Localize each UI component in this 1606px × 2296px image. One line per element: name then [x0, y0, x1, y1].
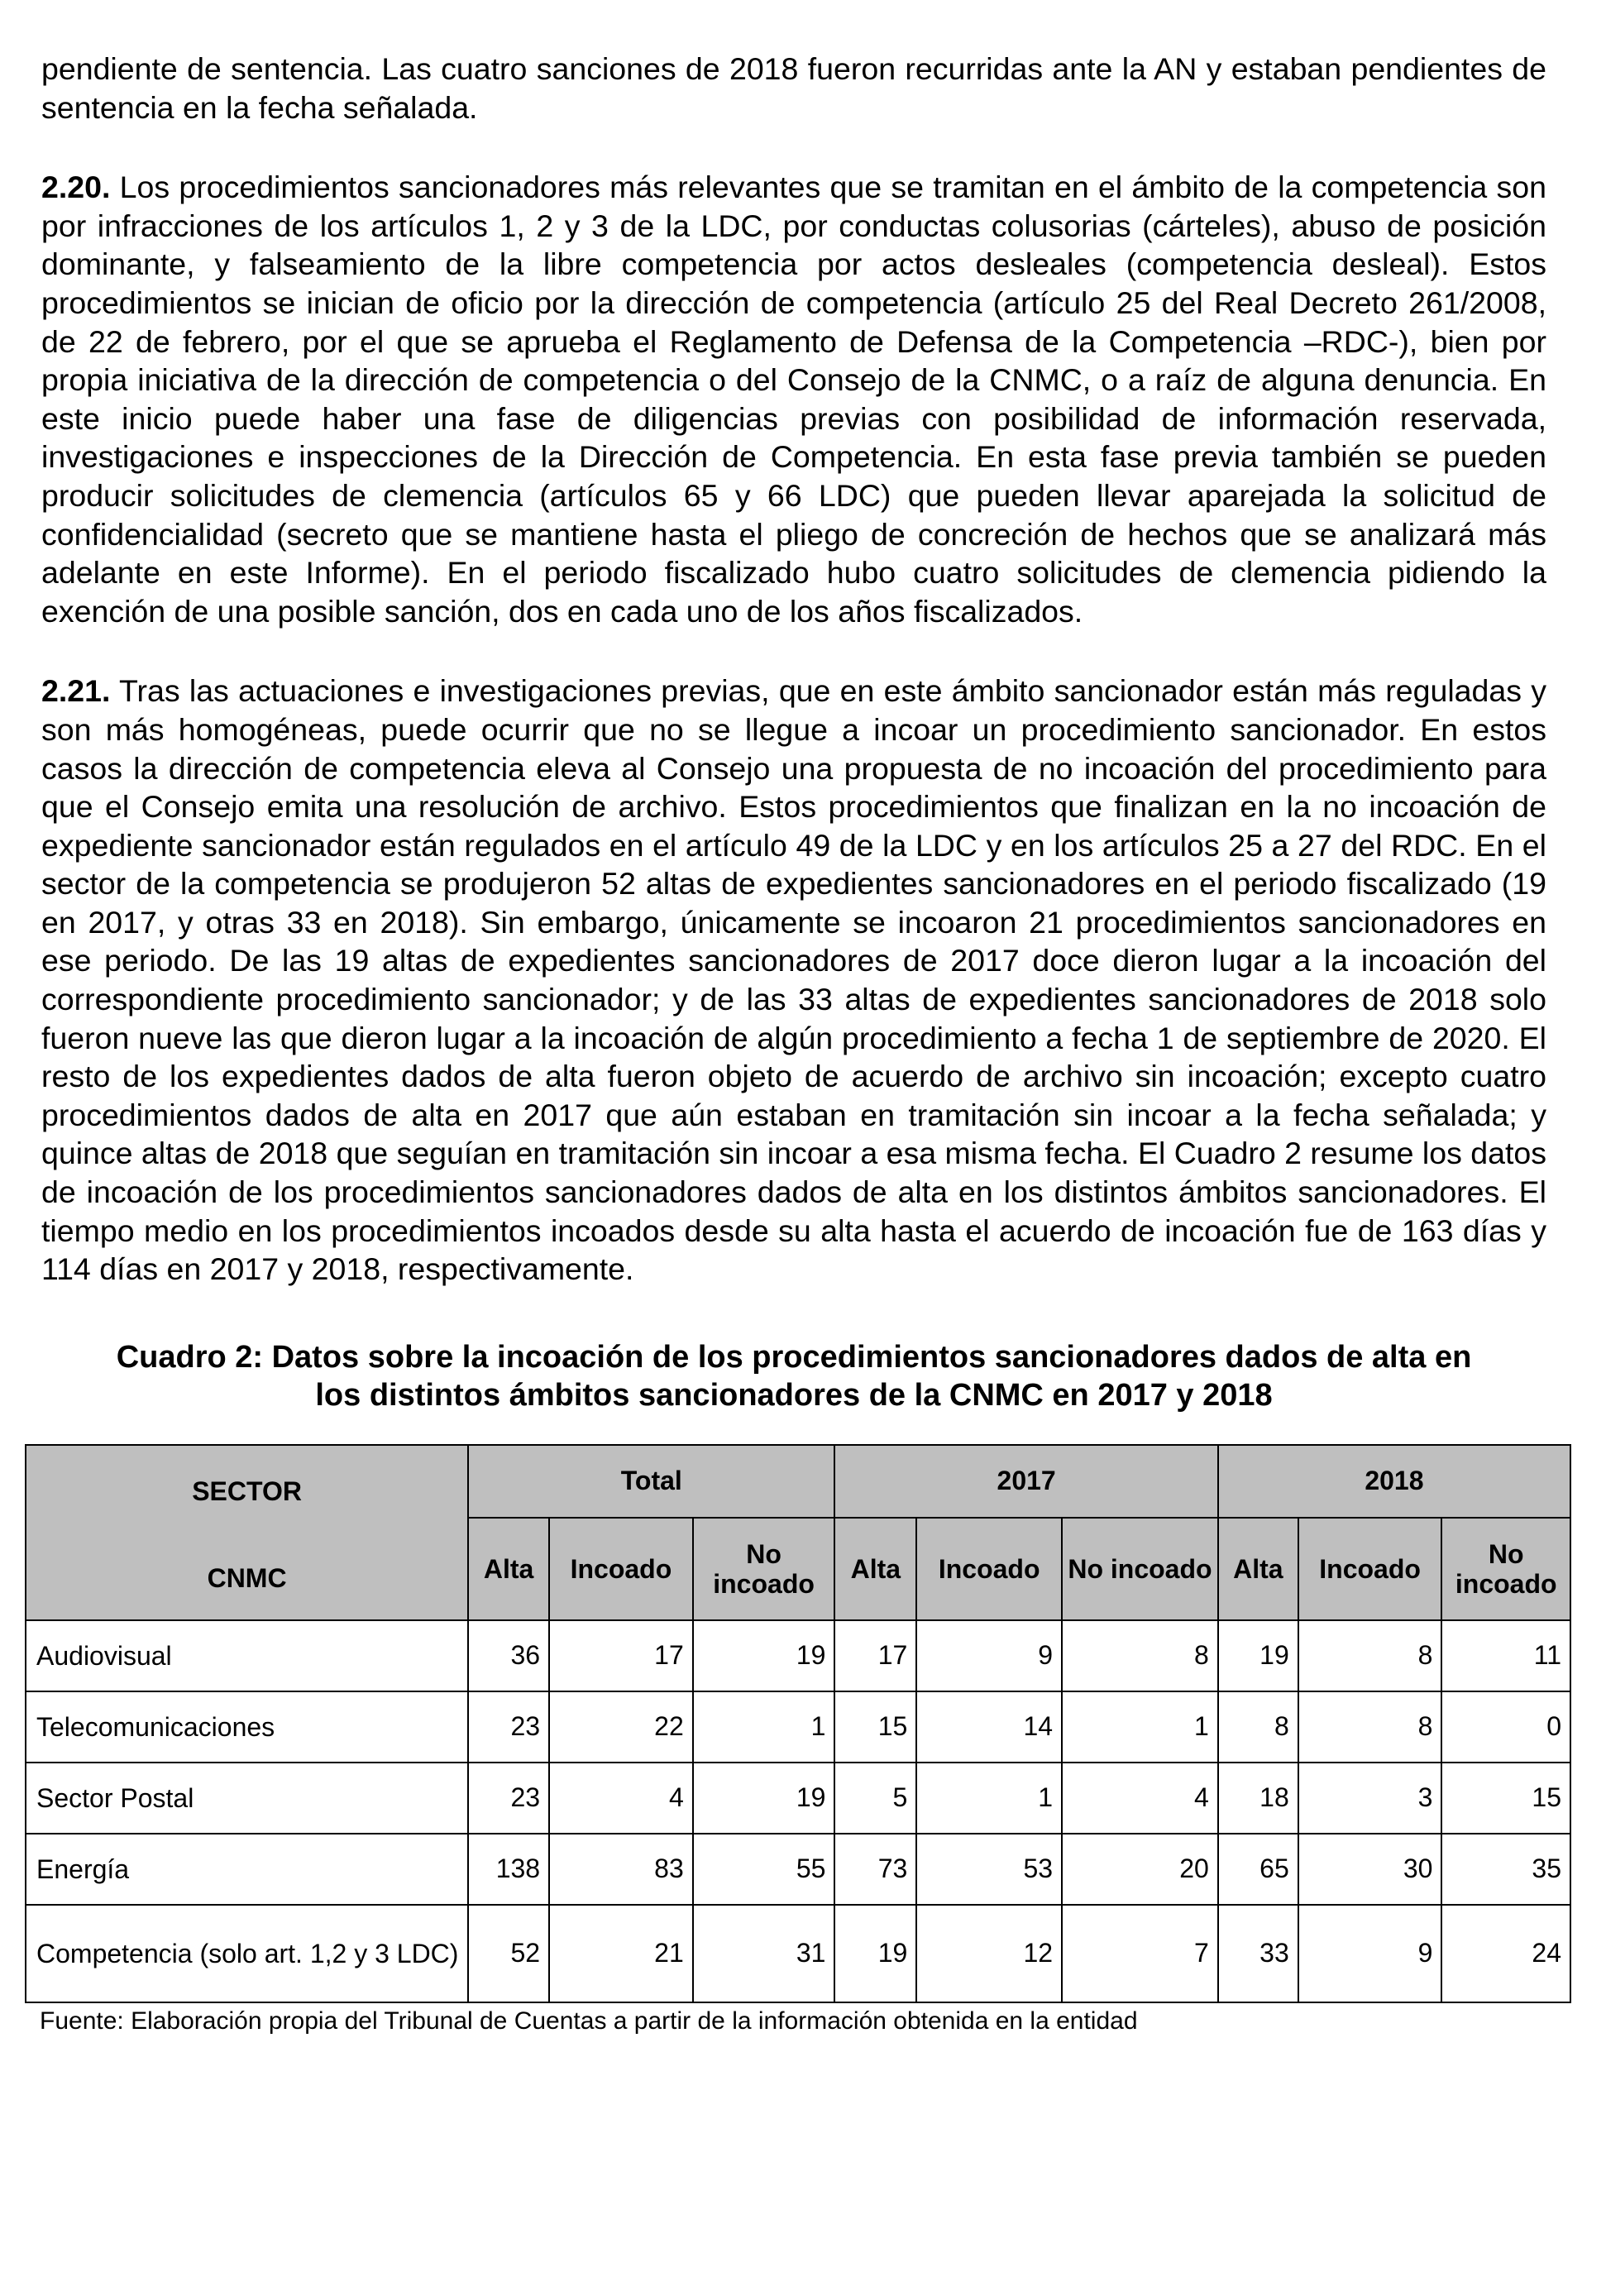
sector-cell: Audiovisual — [26, 1620, 468, 1691]
value-cell: 1 — [916, 1763, 1062, 1834]
header-incoado: Incoado — [916, 1518, 1062, 1620]
data-table — [25, 1444, 1571, 2003]
value-cell: 8 — [1298, 1620, 1442, 1691]
value-cell: 83 — [549, 1834, 693, 1905]
value-cell: 1 — [1062, 1691, 1218, 1763]
value-cell: 8 — [1218, 1691, 1298, 1763]
header-group-2017: 2017 — [834, 1445, 1217, 1518]
sector-cell: Sector Postal — [26, 1763, 468, 1834]
value-cell: 18 — [1218, 1763, 1298, 1834]
value-cell: 30 — [1298, 1834, 1442, 1905]
value-cell: 9 — [916, 1620, 1062, 1691]
value-cell: 4 — [1062, 1763, 1218, 1834]
header-no-incoado: No incoado — [693, 1518, 835, 1620]
table-source: Fuente: Elaboración propia del Tribunal de Cuentas a partir de la información obtenida en la entidad — [40, 2007, 1138, 2035]
header-no-incoado: No incoado — [1062, 1518, 1218, 1620]
value-cell: 20 — [1062, 1834, 1218, 1905]
value-cell: 138 — [468, 1834, 549, 1905]
caption-line-1: Cuadro 2: Datos sobre la incoación de los procedimientos sancionadores dados de alta en — [116, 1339, 1472, 1375]
value-cell: 31 — [693, 1905, 835, 2002]
table-row — [26, 1620, 1570, 1691]
value-cell: 1 — [693, 1691, 835, 1763]
value-cell: 22 — [549, 1691, 693, 1763]
header-group-2018: 2018 — [1218, 1445, 1570, 1518]
value-cell: 11 — [1441, 1620, 1570, 1691]
value-cell: 24 — [1441, 1905, 1570, 2002]
table-row — [26, 1834, 1570, 1905]
paragraph-number: 2.20. — [41, 170, 111, 205]
value-cell: 14 — [916, 1691, 1062, 1763]
sector-cell: Energía — [26, 1834, 468, 1905]
header-sector — [26, 1445, 468, 1620]
value-cell: 19 — [1218, 1620, 1298, 1691]
table-row — [26, 1905, 1570, 2002]
header-sector-line-2: CNMC — [207, 1562, 287, 1593]
value-cell: 15 — [834, 1691, 916, 1763]
paragraph-text: Los procedimientos sancionadores más relevantes que se tramitan en el ámbito de la competencia son por infracciones de los artículos 1, 2 y 3 de la LDC, por conductas colusorias (cárteles), abuso de posición dominante, y falseamiento de la libre competencia por actos desleales (competencia desleal). Estos procedimientos se inician de oficio por la dirección de competencia (artículo 25 del Real Decreto 261/2008, de 22 de febrero, por el que se aprueba el Reglamento de Defensa de la Competencia –RDC-), bien por propia iniciativa de la dirección de competencia o del Consejo de la CNMC, o a raíz de alguna denuncia. En este inicio puede haber una fase de diligencias previas con posibilidad de información reservada, investigaciones e inspecciones de la Dirección de Competencia. En esta fase previa también se pueden producir solicitudes de clemencia (artículos 65 y 66 LDC) que pueden llevar aparejada la solicitud de confidencialidad (secreto que se mantiene hasta el pliego de concreción de hechos que se analizará más adelante en este Informe). En el periodo fiscalizado hubo cuatro solicitudes de clemencia pidiendo la exención de una posible sanción, dos en cada uno de los años fiscalizados. — [41, 170, 1546, 629]
value-cell: 17 — [834, 1620, 916, 1691]
value-cell: 53 — [916, 1834, 1062, 1905]
caption-line-2: los distintos ámbitos sancionadores de la CNMC en 2017 y 2018 — [315, 1377, 1273, 1413]
paragraph-number: 2.21. — [41, 673, 111, 709]
value-cell: 8 — [1298, 1691, 1442, 1763]
value-cell: 55 — [693, 1834, 835, 1905]
header-group-total: Total — [468, 1445, 834, 1518]
header-alta: Alta — [468, 1518, 549, 1620]
value-cell: 23 — [468, 1763, 549, 1834]
header-incoado: Incoado — [1298, 1518, 1442, 1620]
value-cell: 19 — [693, 1763, 835, 1834]
document-page — [36, 50, 1561, 2036]
table-row — [26, 1691, 1570, 1763]
paragraph-2-20 — [41, 168, 1546, 630]
value-cell: 12 — [916, 1905, 1062, 2002]
value-cell: 19 — [693, 1620, 835, 1691]
table-body — [26, 1620, 1570, 2002]
value-cell: 52 — [468, 1905, 549, 2002]
value-cell: 8 — [1062, 1620, 1218, 1691]
paragraph-continuation: pendiente de sentencia. Las cuatro sanciones de 2018 fueron recurridas ante la AN y estaban pendientes de sentencia en la fecha señalada. — [41, 51, 1546, 125]
value-cell: 7 — [1062, 1905, 1218, 2002]
value-cell: 21 — [549, 1905, 693, 2002]
header-row-groups — [26, 1445, 1570, 1518]
sector-cell: Competencia (solo art. 1,2 y 3 LDC) — [26, 1905, 468, 2002]
paragraph-2-21 — [41, 672, 1546, 1289]
sector-cell: Telecomunicaciones — [26, 1691, 468, 1763]
value-cell: 5 — [834, 1763, 916, 1834]
value-cell: 9 — [1298, 1905, 1442, 2002]
value-cell: 0 — [1441, 1691, 1570, 1763]
value-cell: 17 — [549, 1620, 693, 1691]
value-cell: 4 — [549, 1763, 693, 1834]
header-alta: Alta — [834, 1518, 916, 1620]
value-cell: 65 — [1218, 1834, 1298, 1905]
header-alta: Alta — [1218, 1518, 1298, 1620]
value-cell: 36 — [468, 1620, 549, 1691]
header-sector-line-1: SECTOR — [192, 1476, 302, 1506]
header-incoado: Incoado — [549, 1518, 693, 1620]
table-caption — [41, 1338, 1546, 1414]
paragraph-text: Tras las actuaciones e investigaciones previas, que en este ámbito sancionador están más reguladas y son más homogéneas, puede ocurrir que no se llegue a incoar un procedimiento sancionador. En estos casos la dirección de competencia eleva al Consejo una propuesta de no incoación del procedimiento para que el Consejo emita una resolución de archivo. Estos procedimientos que finalizan en la no incoación de expediente sancionador están regulados en el artículo 49 de la LDC y en los artículos 25 a 27 del RDC. En el sector de la competencia se produjeron 52 altas de expedientes sancionadores en el periodo fiscalizado (19 en 2017, y otras 33 en 2018). Sin embargo, únicamente se incoaron 21 procedimientos sancionadores en ese periodo. De las 19 altas de expedientes sancionadores de 2017 doce dieron lugar a la incoación del correspondiente procedimiento sancionador; y de las 33 altas de expedientes sancionadores de 2018 solo fueron nueve las que dieron lugar a la incoación de algún procedimiento a fecha 1 de septiembre de 2020. El resto de los expedientes dados de alta fueron objeto de acuerdo de archivo sin incoación; excepto cuatro procedimientos dados de alta en 2017 que aún estaban en tramitación sin incoar a la fecha señalada; y quince altas de 2018 que seguían en tramitación sin incoar a esa misma fecha. El Cuadro 2 resume los datos de incoación de los procedimientos sancionadores dados de alta en los distintos ámbitos sancionadores. El tiempo medio en los procedimientos incoados desde su alta hasta el acuerdo de incoación fue de 163 días y 114 días en 2017 y 2018, respectivamente. — [41, 673, 1546, 1287]
value-cell: 73 — [834, 1834, 916, 1905]
value-cell: 33 — [1218, 1905, 1298, 2002]
header-no-incoado: No incoado — [1441, 1518, 1570, 1620]
value-cell: 15 — [1441, 1763, 1570, 1834]
value-cell: 3 — [1298, 1763, 1442, 1834]
value-cell: 23 — [468, 1691, 549, 1763]
value-cell: 19 — [834, 1905, 916, 2002]
value-cell: 35 — [1441, 1834, 1570, 1905]
table-row — [26, 1763, 1570, 1834]
